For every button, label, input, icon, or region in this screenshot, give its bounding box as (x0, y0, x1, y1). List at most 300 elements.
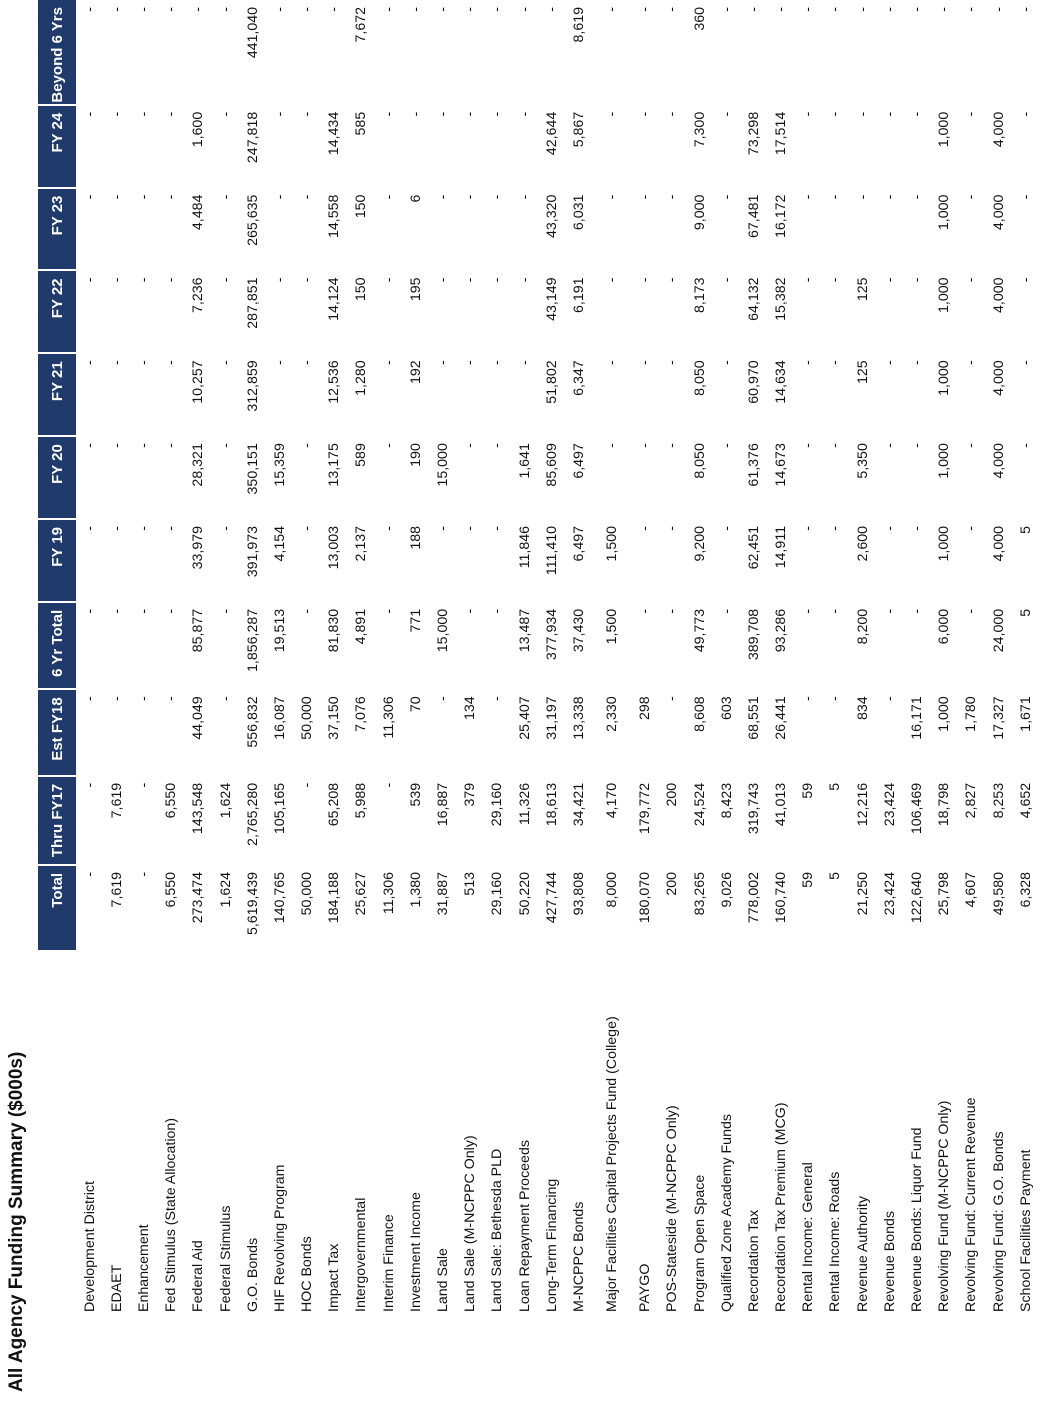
table-cell: 273,474 (190, 871, 207, 924)
table-row (239, 0, 266, 1392)
table-cell: - (827, 360, 844, 366)
table-cell: 134 (462, 696, 479, 720)
funding-source-label: PAYGO (637, 1263, 654, 1312)
table-cell: 184,188 (326, 871, 343, 924)
table-cell: - (299, 194, 316, 200)
table-cell: - (217, 194, 234, 200)
funding-source-label: Revolving Fund (M-NCPPC Only) (936, 1100, 953, 1312)
funding-source-label: Major Facilities Capital Projects Fund (College) (604, 1016, 621, 1312)
table-cell: 2,765,280 (244, 782, 261, 846)
table-cell: - (489, 360, 506, 366)
table-cell: - (163, 277, 180, 283)
table-cell: 9,200 (691, 526, 708, 562)
table-cell: - (543, 7, 560, 12)
table-cell: 195 (407, 277, 424, 302)
table-cell: 6,000 (936, 608, 953, 645)
table-cell: - (163, 111, 180, 117)
table-cell: - (800, 443, 817, 448)
table-cell: - (718, 194, 735, 200)
table-cell: - (299, 782, 316, 788)
table-cell: 67,481 (745, 194, 762, 239)
table-cell: 1,000 (936, 277, 953, 313)
funding-source-label: M-NCPPC Bonds (570, 1201, 587, 1312)
table-cell: 589 (353, 443, 370, 467)
table-cell: 49,773 (691, 608, 708, 653)
table-cell: - (604, 360, 621, 366)
table-cell: - (135, 7, 152, 12)
table-cell: - (800, 696, 817, 702)
table-cell: - (664, 7, 681, 12)
table-cell: - (435, 277, 452, 283)
table-cell: 6,328 (1017, 871, 1034, 908)
table-cell: - (718, 360, 735, 366)
table-cell: 539 (407, 782, 424, 807)
table-cell: 1,000 (936, 360, 953, 396)
table-cell: - (271, 194, 288, 200)
table-cell: - (163, 360, 180, 366)
table-cell: - (163, 608, 180, 614)
table-cell: - (604, 7, 621, 12)
table-cell: 85,609 (543, 443, 560, 487)
table-cell: - (299, 443, 316, 448)
table-cell: 778,002 (745, 871, 762, 924)
table-cell: - (81, 111, 98, 117)
table-cell: - (963, 526, 980, 531)
funding-source-label: Federal Stimulus (217, 1205, 234, 1312)
table-cell: 16,887 (435, 782, 452, 827)
table-cell: - (489, 277, 506, 283)
table-cell: 11,326 (516, 782, 533, 826)
table-cell: - (81, 7, 98, 12)
table-cell: 1,000 (936, 696, 953, 732)
table-cell: - (827, 194, 844, 200)
table-cell: 8,173 (691, 277, 708, 313)
table-cell: 14,911 (773, 526, 790, 569)
table-row (740, 0, 767, 1392)
funding-source-label: EDAET (108, 1264, 125, 1312)
table-cell: - (81, 696, 98, 702)
table-cell: 6,550 (163, 782, 180, 819)
table-cell: 93,808 (570, 871, 587, 916)
funding-source-label: Fed Stimulus (State Allocation) (163, 1118, 180, 1312)
table-row (985, 0, 1012, 1392)
table-cell: 50,220 (516, 871, 533, 916)
table-cell: - (299, 7, 316, 12)
table-cell: - (637, 277, 654, 283)
table-cell: 287,851 (244, 277, 261, 329)
table-cell: 2,137 (353, 526, 370, 562)
table-cell: 1,000 (936, 443, 953, 479)
table-cell: 1,500 (604, 608, 621, 645)
funding-source-label: Program Open Space (691, 1174, 708, 1312)
table-cell: 6,497 (570, 443, 587, 479)
table-cell: 1,641 (516, 443, 533, 479)
table-cell: 1,856,287 (244, 608, 261, 672)
table-row (632, 0, 659, 1392)
table-cell: - (963, 7, 980, 12)
table-cell: 265,635 (244, 194, 261, 246)
table-cell: - (217, 111, 234, 117)
table-cell: 8,619 (570, 7, 587, 43)
table-cell: - (1017, 111, 1034, 117)
table-cell: - (827, 526, 844, 531)
table-cell: - (637, 360, 654, 366)
table-row (484, 0, 511, 1392)
table-cell: - (435, 360, 452, 366)
table-cell: - (299, 526, 316, 531)
funding-source-label: G.O. Bonds (244, 1237, 261, 1312)
table-cell: 25,627 (353, 871, 370, 916)
table-row (158, 0, 185, 1392)
table-cell: - (604, 277, 621, 283)
table-row (294, 0, 321, 1392)
table-cell: - (516, 7, 533, 12)
funding-source-label: Impact Tax (326, 1243, 343, 1312)
table-cell: 1,600 (190, 111, 207, 148)
funding-summary-table (38, 0, 1039, 1392)
table-cell: - (190, 7, 207, 12)
table-cell: - (435, 194, 452, 200)
table-cell: - (407, 7, 424, 12)
table-cell: - (489, 608, 506, 614)
funding-source-label: Revenue Bonds (881, 1211, 898, 1312)
table-cell: 125 (854, 360, 871, 384)
funding-source-label: HOC Bonds (299, 1236, 316, 1312)
table-row (185, 0, 212, 1392)
column-header: FY 21 (38, 353, 76, 436)
table-cell: - (909, 111, 926, 117)
table-cell: 16,087 (271, 696, 288, 740)
table-cell: - (881, 194, 898, 200)
table-cell: - (637, 111, 654, 117)
table-cell: 13,003 (326, 526, 343, 570)
table-cell: 140,765 (271, 871, 288, 924)
table-cell: 312,859 (244, 360, 261, 412)
column-header: 6 Yr Total (38, 602, 76, 689)
table-row (768, 0, 795, 1392)
table-row (659, 0, 686, 1392)
table-cell: 17,514 (773, 111, 790, 156)
table-cell: - (1017, 443, 1034, 448)
table-row (76, 0, 103, 1392)
table-cell: 8,050 (691, 360, 708, 396)
table-cell: 41,013 (773, 782, 790, 827)
table-row (212, 0, 239, 1392)
table-row (903, 0, 930, 1392)
table-cell: 83,265 (691, 871, 708, 916)
table-cell: - (718, 443, 735, 448)
table-cell: - (299, 608, 316, 614)
table-cell: - (516, 194, 533, 200)
table-cell: 180,070 (637, 871, 654, 924)
table-cell: - (217, 696, 234, 702)
table-cell: 18,613 (543, 782, 560, 827)
column-header: FY 20 (38, 436, 76, 519)
table-cell: - (637, 194, 654, 200)
table-cell: - (854, 7, 871, 12)
table-cell: 150 (353, 277, 370, 302)
table-cell: - (407, 111, 424, 117)
table-cell: - (81, 608, 98, 614)
table-cell: - (854, 194, 871, 200)
table-cell: - (664, 443, 681, 448)
table-cell: - (217, 7, 234, 12)
table-cell: - (135, 111, 152, 117)
column-header: Thru FY17 (38, 776, 76, 865)
table-cell: 1,500 (604, 526, 621, 562)
table-row (457, 0, 484, 1392)
table-cell: - (827, 277, 844, 283)
table-cell: 51,802 (543, 360, 560, 404)
table-cell: 31,887 (435, 871, 452, 916)
table-cell: 1,780 (963, 696, 980, 732)
table-cell: - (664, 360, 681, 366)
table-cell: 25,407 (516, 696, 533, 740)
table-cell: 59 (800, 782, 817, 799)
table-cell: 4,000 (990, 360, 1007, 396)
table-cell: 513 (462, 871, 479, 896)
table-cell: - (881, 111, 898, 117)
table-cell: 64,132 (745, 277, 762, 321)
table-cell: 43,149 (543, 277, 560, 321)
table-cell: - (718, 7, 735, 12)
table-cell: - (516, 360, 533, 366)
table-cell: 160,740 (773, 871, 790, 924)
table-cell: 190 (407, 443, 424, 467)
table-cell: - (217, 608, 234, 614)
table-cell: 4,000 (990, 277, 1007, 313)
table-cell: - (489, 7, 506, 12)
table-cell: - (81, 782, 98, 788)
table-cell: - (909, 608, 926, 614)
table-cell: 247,818 (244, 111, 261, 164)
table-cell: 5 (827, 782, 844, 791)
funding-source-label: Land Sale (435, 1248, 452, 1312)
table-cell: - (462, 7, 479, 12)
table-cell: 65,208 (326, 782, 343, 827)
table-cell: - (217, 360, 234, 366)
table-cell: - (489, 696, 506, 702)
table-cell: 200 (664, 782, 681, 807)
table-cell: - (664, 608, 681, 614)
table-row (713, 0, 740, 1392)
table-cell: - (909, 7, 926, 12)
table-row (565, 0, 592, 1392)
table-cell: 1,624 (217, 871, 234, 908)
table-row (130, 0, 157, 1392)
table-cell: - (217, 443, 234, 448)
table-cell: 4,000 (990, 194, 1007, 231)
table-cell: - (827, 608, 844, 614)
table-cell: 50,000 (299, 871, 316, 916)
table-cell: - (664, 111, 681, 117)
table-cell: 14,673 (773, 443, 790, 487)
table-cell: - (108, 277, 125, 283)
table-cell: - (135, 608, 152, 614)
table-cell: 5,988 (353, 782, 370, 819)
table-cell: - (163, 7, 180, 12)
table-cell: - (881, 526, 898, 531)
table-cell: - (217, 277, 234, 283)
table-cell: - (271, 277, 288, 283)
table-cell: 7,619 (108, 782, 125, 819)
table-cell: - (963, 443, 980, 448)
table-cell: 122,640 (909, 871, 926, 924)
table-cell: - (881, 443, 898, 448)
table-cell: 13,175 (326, 443, 343, 487)
table-cell: - (108, 608, 125, 614)
table-cell: 29,160 (489, 871, 506, 916)
table-cell: 60,970 (745, 360, 762, 404)
table-cell: 5,619,439 (244, 871, 261, 936)
table-cell: - (516, 111, 533, 117)
table-cell: - (380, 443, 397, 448)
table-cell: - (800, 194, 817, 200)
table-row (375, 0, 402, 1392)
table-cell: 14,124 (326, 277, 343, 321)
column-header: FY 23 (38, 188, 76, 271)
table-cell: 377,934 (543, 608, 560, 661)
table-cell: - (108, 443, 125, 448)
table-cell: 4,000 (990, 111, 1007, 148)
table-cell: 37,430 (570, 608, 587, 653)
table-row (511, 0, 538, 1392)
table-cell: - (380, 194, 397, 200)
table-cell: 4,000 (990, 526, 1007, 562)
table-cell: - (299, 360, 316, 366)
table-cell: - (108, 526, 125, 531)
table-cell: 2,330 (604, 696, 621, 732)
table-cell: - (462, 277, 479, 283)
column-header: Total (38, 865, 76, 951)
table-cell: - (800, 526, 817, 531)
table-cell: 11,846 (516, 526, 533, 569)
table-cell: - (1017, 7, 1034, 12)
table-cell: - (827, 443, 844, 448)
table-cell: 7,619 (108, 871, 125, 908)
table-cell: 834 (854, 696, 871, 720)
table-cell: - (462, 111, 479, 117)
table-row (876, 0, 903, 1392)
table-row (849, 0, 876, 1392)
table-cell: 81,830 (326, 608, 343, 653)
table-cell: 24,524 (691, 782, 708, 827)
table-cell: 1,280 (353, 360, 370, 396)
table-cell: - (380, 608, 397, 614)
funding-source-label: Loan Repayment Proceeds (516, 1140, 533, 1312)
table-cell: - (163, 526, 180, 531)
table-cell: - (163, 443, 180, 448)
table-cell: 8,608 (691, 696, 708, 732)
table-cell: 23,424 (881, 782, 898, 827)
table-cell: - (963, 360, 980, 366)
table-cell: 603 (718, 696, 735, 720)
table-cell: - (909, 443, 926, 448)
table-cell: 5,350 (854, 443, 871, 479)
table-cell: - (854, 111, 871, 117)
table-cell: 70 (407, 696, 424, 713)
table-cell: 8,253 (990, 782, 1007, 819)
table-cell: 23,424 (881, 871, 898, 916)
table-cell: 150 (353, 194, 370, 219)
table-cell: - (435, 7, 452, 12)
table-cell: - (800, 360, 817, 366)
table-cell: 391,973 (244, 526, 261, 578)
table-cell: 34,421 (570, 782, 587, 827)
column-header: FY 19 (38, 519, 76, 602)
table-cell: - (380, 7, 397, 12)
table-cell: - (81, 526, 98, 531)
table-cell: 42,644 (543, 111, 560, 156)
table-row (429, 0, 456, 1392)
table-cell: - (135, 443, 152, 448)
table-cell: - (718, 608, 735, 614)
funding-source-label: Revolving Fund: Current Revenue (963, 1097, 980, 1312)
table-cell: 24,000 (990, 608, 1007, 653)
table-cell: 13,487 (516, 608, 533, 653)
table-cell: 125 (854, 277, 871, 302)
table-cell: 556,832 (244, 696, 261, 748)
table-cell: 43,320 (543, 194, 560, 239)
table-cell: 10,257 (190, 360, 207, 404)
funding-source-label: Revenue Bonds: Liquor Fund (909, 1127, 926, 1312)
table-cell: - (990, 7, 1007, 12)
table-cell: - (81, 360, 98, 366)
table-cell: - (108, 360, 125, 366)
table-cell: 192 (407, 360, 424, 384)
table-cell: - (135, 277, 152, 283)
table-cell: 59 (800, 871, 817, 888)
table-row (593, 0, 632, 1392)
funding-source-label: Recordation Tax (745, 1209, 762, 1312)
table-cell: - (664, 194, 681, 200)
page-title: All Agency Funding Summary ($000s) (6, 1051, 27, 1392)
table-cell: - (827, 7, 844, 12)
table-cell: 6,191 (570, 277, 587, 313)
table-body (76, 0, 1039, 1392)
table-cell: - (163, 696, 180, 702)
table-cell: - (135, 696, 152, 702)
table-cell: - (81, 871, 98, 877)
table-cell: - (909, 194, 926, 200)
table-cell: - (380, 277, 397, 283)
table-cell: - (1017, 194, 1034, 200)
table-cell: 5,867 (570, 111, 587, 148)
table-cell: 25,798 (936, 871, 953, 916)
table-cell: 350,151 (244, 443, 261, 495)
table-cell: 389,708 (745, 608, 762, 661)
table-cell: 15,359 (271, 443, 288, 487)
table-cell: - (81, 443, 98, 448)
table-cell: - (435, 696, 452, 702)
table-cell: - (435, 111, 452, 117)
table-cell: - (604, 194, 621, 200)
table-cell: 585 (353, 111, 370, 136)
funding-source-label: Revenue Authority (854, 1196, 871, 1312)
table-cell: - (380, 360, 397, 366)
table-row (931, 0, 958, 1392)
table-row (686, 0, 713, 1392)
table-cell: - (881, 608, 898, 614)
table-cell: - (1017, 360, 1034, 366)
table-cell: 4,607 (963, 871, 980, 908)
table-cell: - (664, 277, 681, 283)
table-cell: 15,000 (435, 443, 452, 487)
funding-source-label: Enhancement (135, 1224, 152, 1312)
table-cell: 7,300 (691, 111, 708, 148)
table-cell: 12,536 (326, 360, 343, 404)
table-cell: - (489, 526, 506, 531)
